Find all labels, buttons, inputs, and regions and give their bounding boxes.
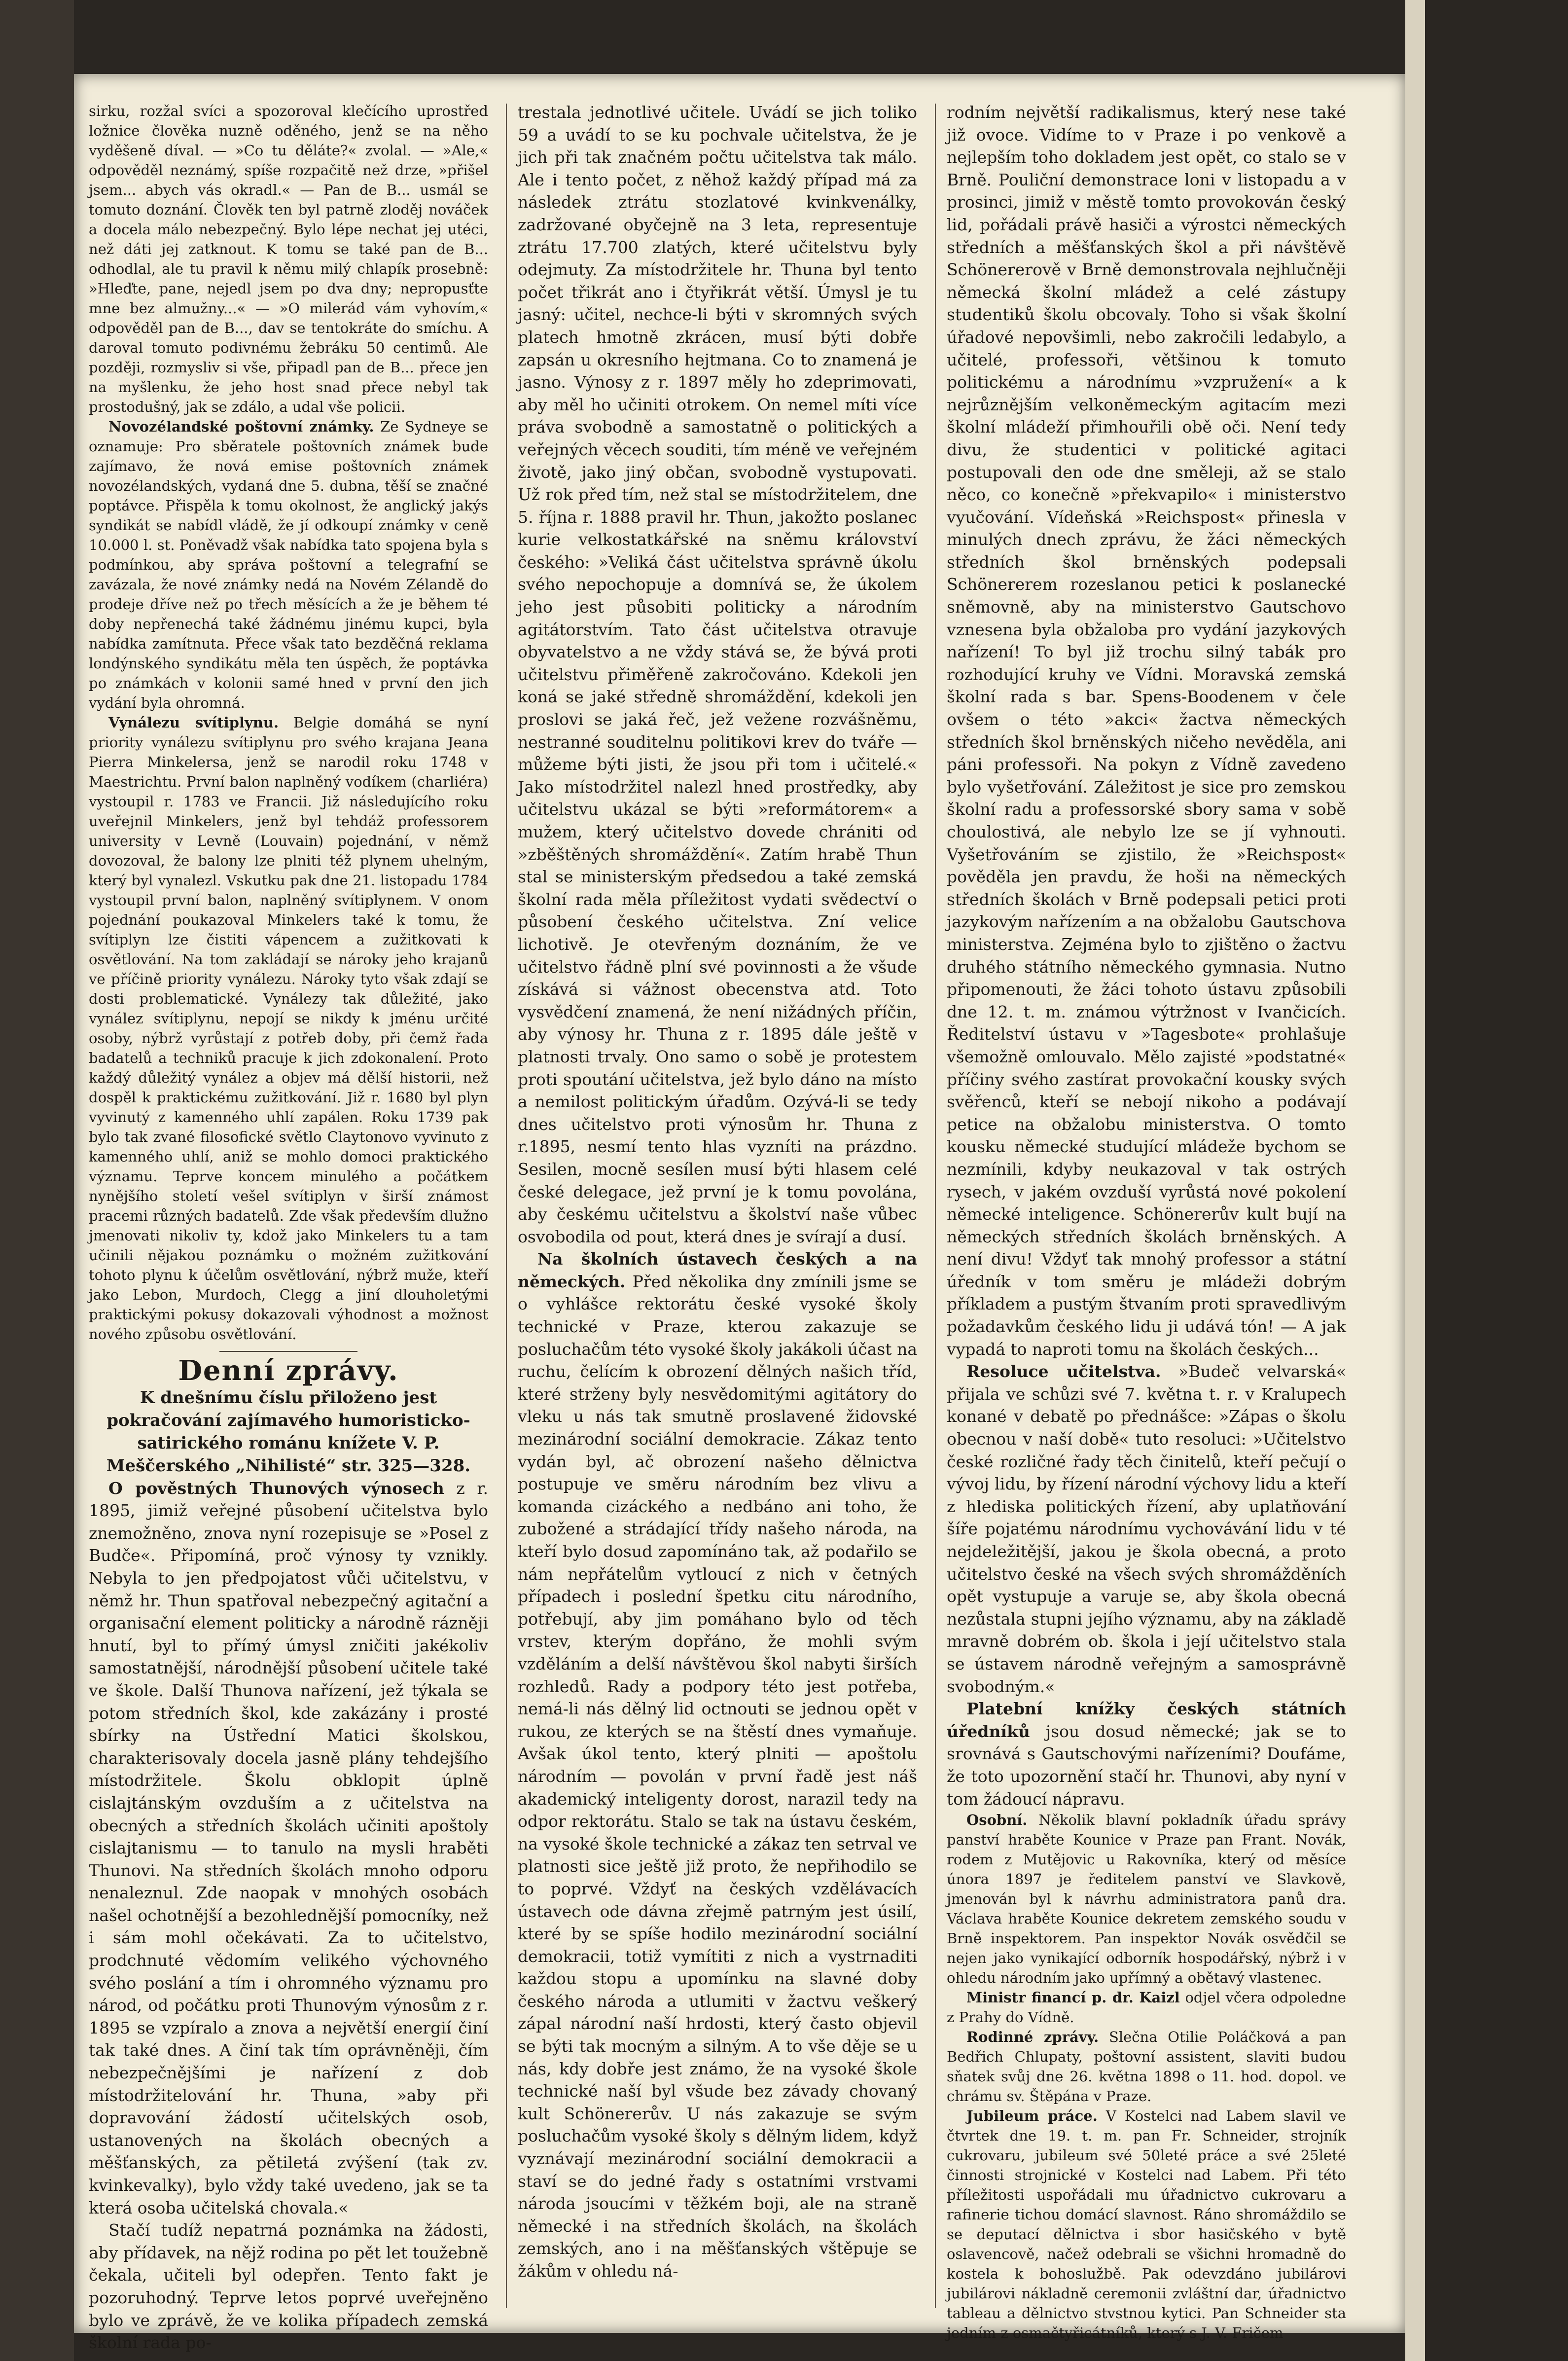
article-heading: Ministr financí p. dr. Kaizl [966,1989,1180,2006]
article-heading: Rodinné zprávy. [966,2029,1099,2046]
article-heading: Vynálezu svítiplynu. [108,714,279,731]
article-heading: Resoluce učitelstva. [966,1362,1161,1381]
article-text [947,2027,1346,2106]
article-text [89,1477,488,2219]
article-text: sirku, rozžal svíci a spozoroval klečícího uprostřed ložnice člověka nuzně oděného, jenž se na něho vyděšeně díval. — »Co tu děláte?« zvolal. — »Ale,« odpověděl neznámý, spíše rozpačitě než drze, »přišel jsem... abych vás okradl.« — Pan de B... usmál se tomuto doznání. Člověk ten byl patrně zloděj nováček a docela málo nebezpečný. Bylo lépe nechat jej utéci, než dáti jej zatknout. K tomu se také pan de B... odhodlal, ale tu pravil k němu milý chlapík prosebně: »Hleďte, pane, nejedl jsem po dva dny; nepropusťte mne bez almužny...« — »O milerád vám vyhovím,« odpověděl pan de B..., dav se tentokráte do smíchu. A daroval tomuto podivnému žebráku 50 centimů. Ale později, rozmysliv si vše, připadl pan de B... přece jen na myšlenku, že jeho host snad přece nebyl tak prostodušný, jak se zdálo, a udal vše policii. [89,103,488,415]
article-text [947,2106,1346,2343]
column-rule [935,104,936,2308]
article-text [947,1698,1346,1810]
article-text: Stačí tudíž nepatrná poznámka na žádosti, aby přídavek, na nějž rodina po pět let toužebně čekala, učiteli byl odepřen. Tento fakt je pozoruhodný. Teprve letos poprvé uveřejněno bylo ve zprávě, že ve kolika případech zemská školní rada po- [89,2220,488,2353]
article-text [947,1988,1346,2027]
column-rule [506,104,507,2308]
section-title: Denní zprávy. [178,1354,399,1387]
article-heading: O pověstných Thunových výnosech [108,1478,444,1498]
article-text [89,417,488,713]
article-body: odjel včera odpoledne z Prahy do Vídně. [947,1989,1347,2026]
left-binding-gutter [0,0,74,2361]
article-body: jsou dosud německé; jak se to srovnává s Gautschovými nařízeními? Doufáme, že toto upozornění stačí hr. Thunovi, aby nyní v tom žádoucí nápravu. [947,1721,1346,1809]
article-text [518,1248,917,2282]
article-text: rodním největší radikalismus, který nese také již ovoce. Vidíme to v Praze i po venkově a nejlepším toho dokladem jest opět, co stalo se v Brně. Pouliční demonstrace loni v listopadu a v prosinci, jimiž v městě tomto provokován český lid, pořádali právě hasiči a výrostci německých středních a měšťanských škol a při návštěvě Schönererově v Brně demonstrovala nejhlučněji německá školní mládež a celé zástupy studentiků školu obcovaly. Toho si však školní úřadové nepovšimli, nebo zakročili ledabylo, a učitelé, professoři, většinou k tomuto politickému a národnímu »vzpružení« a k nejrůznějším velkoněmeckým agitacím mezi školní mládeží přimhouřili obě oči. Není tedy divu, že studentici v politické agitaci postupovali den ode dne směleji, až se stalo něco, co konečně »překvapilo« i ministerstvo vyučování. Vídeňská »Reichspost« přinesla v minulých dnech zprávu, že žáci německých středních škol brněnských podepsali Schönererem rozeslanou petici k poslanecké sněmovně, aby na ministerstvo Gautschovo vznesena byla obžaloba pro vydání jazykových nařízení! To byl již trochu silný tabák pro rozhodující kruhy ve Vídni. Moravská zemská školní rada s bar. Spens-Boodenem v čele ovšem o této »akci« žactva německých středních škol brněnských ničeho nevěděla, ani páni professoři. Na pokyn z Vídně zavedeno bylo vyšetřování. Záležitost je sice pro zemskou školní radu a professorské sbory sama v sobě choulostivá, ale nebylo lze se jí vyhnouti. Vyšetřováním se zjistilo, že »Reichspost« pověděla jen pravdu, že hoši na německých středních školách v Brně podepsali petici proti jazykovým nařízením a na obžalobu Gautschova ministerstva. Zejména bylo to zjištěno o žactvu druhého státního německého gymnasia. Nutno připomenouti, že žáci tohoto ústavu způsobili dne 12. t. m. známou výtržnost v Ivančicích. Ředitelství ústavu v »Tagesbote« prohlašuje všemožně omlouvalo. Mělo zajisté »podstatné« příčiny svého zastírat provokační kousky svých svěřenců, kteří se nebojí nikoho a podávají petice na obžalobu ministerstva. O tomto kousku německé studující mládeže bychom se nezmínili, kdyby neukazoval v tak ostrých rysech, v jakém ovzduší vyrůstá nové pokolení německé inteligence. Schönererův kult bují na německých středních školách brněnských. A není divu! Vždyť tak mnohý professor a státní úředník v tom směru je mládeži dobrým příkladem a pustým štvaním proti spravedlivým požadavkům českého lidu ji udává tón! — A jak vypadá to naproti tomu na školách českých... [947,103,1346,1359]
article-text [947,1360,1346,1698]
article-heading: Jubileum práce. [966,2107,1098,2125]
article-body: Slečna Otilie Poláčková a pan Bedřich Chlupaty, poštovní assistent, slaviti budou sňatek svůj dne 26. května 1898 o 11. hod. dopol. ve chrámu sv. Štěpána v Praze. [947,2029,1346,2105]
article-body: Před několika dny zmínili jsme se o vyhlášce rektorátu české vysoké školy technické v Praze, kterou zakazuje se posluchačům této vysoké školy jakákoli účast na ruchu, čelícím k obrození dělných našich tříd, které strženy byly nesvědomitými agitátory do vleku u nás tak smutně proslavené židovské mezinárodní sociální demokracie. Zákaz tento vydán byl, ač obrození našeho dělnictva postupuje ve směru národním bez vlivu a komanda cizáckého a nedbáno ani toho, že zubožené a strádající třídy našeho národa, na kteří bylo dosud zapomínáno tak, až podařilo se nám nepřátelům vytloucí z nich v četných případech i poslední špetku citu národního, potřebují, aby jim pomáhano bylo od těch vrstev, kterým dopřáno, že mohli svým vzděláním a delší návštěvou škol nabyti širších rozhledů. Rady a podpory této jest potřeba, nemá-li nás dělný lid octnouti se jednou opět v rukou, ze kterých se na štěstí dnes vymaňuje. Avšak úkol tento, který plniti — apoštolu národním — povolán v první řadě jest náš akademický inteligenty dorost, narazil tedy na odpor rektorátu. Stalo se tak na ústavu českém, na vysoké škole technické a zákaz ten setrval ve platnosti sice ještě již proto, že nepřihodilo se to poprvé. Vždyť na českých vzdělávacích ústavech ode dávna zřejmě patrným jest úsilí, které by se spíše hodilo mezinárodní sociální demokracii, totiž vymítiti z nich a vystrnaditi každou stopu a upomínku na slavné doby českého národa a utlumiti v žactvu veškerý zápal národní naší hrdosti, který často objevil se býti tak mocným a silným. A to vše děje se u nás, kdy dobře jest známo, že na vysoké škole technické naší byl všude bez závady chovaný kult Schönererův. U nás zakazuje se svým posluchačům vysoké školy s dělným lidem, když vyznávají mezinárodní sociální demokracii a staví se do jedné řady s ostatními vrstvami národa jsoucími v těžkém boji, ale na straně německé i na středních školách, na školách zemských, ano i na měšťanských vštěpuje se žákům v ohledu ná- [518,1271,917,2281]
column-1 [89,101,488,2354]
article-heading: Na školních ústavech českých a na německých. [518,1249,917,1291]
article-body: V Kostelci nad Labem slavil ve čtvrtek dne 19. t. m. pan Fr. Schneider, strojník cukrovaru, jubileum své 50leté práce a své 25leté činnosti strojnické v Kostelci nad Labem. Při této příležitosti uspořádali mu úřadnictvo cukrovaru a rafinerie tichou domácí slavnost. Ráno shromáždilo se se deputací dělnictva i sbor hasičského v bytě oslavencově, načež odebrali se všichni hromadně do kostela k bohoslužbě. Pak odevzdáno jubilárovi jubilárovi nákladně ceremonii zvláštní dar, úřadnictvo tableau a dělnictvo stvstnou kytici. Pan Schneider sta jedním z osmačtyřicátníků, který s J. V. Fričem [947,2107,1346,2342]
column-3 [947,101,1346,2343]
article-text [89,713,488,1344]
right-page-edge [1405,0,1568,2361]
article-body: Belgie domáhá se nyní priority vynálezu svítiplynu pro svého krajana Jeana Pierra Minkelersa, jenž se narodil roku 1748 v Maestrichtu. První balon naplněný vodíkem (charliéra) vystoupil r. 1783 ve Francii. Již následujícího roku uveřejnil Minkelers, jenž byl tehdáž professorem university v Levně (Louvain) pojednání, v němž dovozoval, že balony lze plniti též plynem uhelným, který byl vynalezl. Vskutku pak dne 21. listopadu 1784 vystoupil první balon, naplněný svítiplynem. V onom pojednání poukazoval Minkelers také k tomu, že svítiplyn lze čistiti vápencem a zužitkovati k osvětlování. Na tom zakládají se nároky jeho krajanů ve příčině priority vynálezu. Nároky tyto však zdají se dosti problematické. Vynálezy tak důležité, jako vynález svítiplynu, nepojí se nikdy k jménu určité osoby, nýbrž vyrůstají z potřeb doby, při čemž řada badatelů a techniků pracuje k jich zdokonalení. Proto každý důležitý vynález a objev má dělší historii, než dospěl k praktickému zužitkování. Již r. 1680 byl plyn vyvinutý z kamenného uhlí zapálen. Roku 1739 pak bylo tak zvané filosofické světlo Claytonovo vyvinuto z kamenného uhlí, aniž se mohlo domoci praktického významu. Teprve koncem minulého a počátkem nynějšího století vešel svítiplyn v širší známost pracemi různých badatelů. Zde však především dlužno jmenovati nikoliv ty, kdož jako Minkelers tu a tam učinili nějakou poznámku o možném zužitkování tohoto plynu k účelům osvětlování, nýbrž muže, kteří jako Lebon, Murdoch, Clegg a jiní dlouholetými praktickými pokusy dokazovali výhodnost a možnost nového způsobu osvětlování. [89,714,489,1343]
article-heading: Novozélandské poštovní známky. [108,418,374,435]
section-divider [219,1351,357,1352]
newspaper-page [74,74,1405,2353]
article-body: Ze Sydneye se oznamuje: Pro sběratele poštovních známek bude zajímavo, že nová emise poštovních známek novozélandských, vydaná dne 5. dubna, těší se značné poptávce. Přispěla k tomu okolnost, že anglický jakýs syndikát se nabídl vládě, že jí odkoupí známky v ceně 10.000 l. st. Poněvadž však nabídka tato spojena byla s podmínkou, aby správa poštovní a telegrafní se zavázala, že nové známky nedá na Novém Zélandě do prodeje dříve než po třech měsících a že je během té doby nepřenechá také žádnému jinému kupci, byla nabídka zamítnuta. Přece však tato bezděčná reklama londýnského syndikátu měla ten úspěch, že poptávka po známkách v kolonii samé hned v první den jich vydání byla ohromná. [89,418,489,711]
column-2 [518,101,917,2283]
article-text: trestala jednotlivé učitele. Uvádí se jich toliko 59 a uvádí to se ku pochvale učitelstva, že je jich při tak značném počtu učitelstva tak málo. Ale i tento počet, z něhož každý případ má za následek ztrátu stozlatové kvinkvenálky, zadržované obyčejně na 3 leta, representuje ztrátu 17.700 zlatých, které učitelstvu byly odejmuty. Za místodržitele hr. Thuna byl tento počet třikrát ano i čtyřikrát větší. Úmysl je tu jasný: učitel, nechce-li býti v skromných svých platech hmotně zkrácen, musí býti dobře zapsán u okresního hejtmana. Co to znamená je jasno. Výnosy z r. 1897 měly ho zdeprimovati, aby měl ho učiniti otrokem. On nemel míti více práva svobodně a samostatně o politických a veřejných věcech souditi, tím méně ve veřejném životě, jako jiný občan, svobodně vystupovati. Už rok před tím, než stal se místodržitelem, dne 5. října r. 1888 pravil hr. Thun, jakožto poslanec kurie velkostatkářské na sněmu království českého: »Veliká část učitelstva správně úkolu svého nepochopuje a domnívá se, že úkolem jeho jest působiti politicky a národním agitátorstvím. Tato část učitelstva otravuje obyvatelstvo a ne vždy stává se, že bývá proti učitelstvu přiměřeně zakročováno. Kdekoli jen koná se jaké středně shromáždění, kdekoli jen proslovi se jaká řeč, jež vežene rozvášněmu, nestranné souditelnu politikovi krev do tváře — můžeme býti jisti, že jsou při tom i učitelé.« Jako místodržitel nalezl hned prostředky, aby učitelstvu ukázal se býti »reformátorem« a mužem, který učitelstvo dovede chrániti od »zběštěných shromáždění«. Zatím hrabě Thun stal se ministerským předsedou a také zemská školní rada měla příležitost vydati svědectví o působení českého učitelstva. Zní velice lichotivě. Je otevřeným doznáním, že ve učitelstvo řádně plní své povinnosti a že všude získává si vážnost obecenstva atd. Toto vysvědčení znamená, že není nižádných příčin, aby výnosy hr. Thuna z r. 1895 dále ještě v platnosti trvaly. Ono samo o sobě je protestem proti spoutání učitelstva, jež bylo dáno na místo a nemilost politickým úřadům. Ozývá-li se tedy dnes učitelstvo proti výnosům hr. Thuna z r.1895, nesmí tento hlas vyzníti na prázdno. Sesilen, mocně sesílen musí býti hlasem celé české delegace, jež první je k tomu povolána, aby českému učitelstvu a školství naše vůbec osvobodila od pout, která dnes je svírají a dusí. [518,103,917,1246]
article-heading: Platební knížky českých státních úředníků [947,1699,1346,1741]
article-text [947,1810,1346,1988]
supplement-notice: K dnešnímu číslu přiloženo jest pokračování zajímavého humoristicko-satirického románu knížete V. P. Meščerského „Nihilisté“ str. 325—328. [106,1387,471,1476]
article-body: »Budeč velvarská« přijala ve schůzi své 7. května t. r. v Kralupech konané v debatě po přednášce: »Zápas o školu obecnou v naší době« tuto resoluci: »Učitelstvo české rozličné řady těch činitelů, kteří pečují o vývoj lidu, by řízení národní výchovy lidu a kteří z hlediska politických řízení, aby uplatňování šíře pojatému národnímu vychovávání lidu v té nejdeležitější, jakou je škola obecná, a proto učitelstvo české na všech svých shromážděních opět vystupuje a varuje se, aby škola obecná nezůstala stupni jejího významu, aby na základě mravně dobrém ob. škola i její učitelstvo stala se ústavem národně veřejným a samosprávně svobodným.« [947,1362,1347,1696]
article-heading: Osobní. [966,1812,1028,1829]
article-body: z r. 1895, jimiž veřejné působení učitelstva bylo znemožněno, znova nyní rozepisuje se »Posel z Budče«. Připomíná, proč výnosy ty vznikly. Nebyla to jen předpojatost vůči učitelstvu, v němž hr. Thun spatřoval nebezpečný agitační a organisační element politicky a národně rázněji hnutí, byl to přímý úmysl zničiti jakékoliv samostatnější, národnější působení učitele také ve škole. Další Thunova nařízení, jež týkala se potom středních škol, kde zakázány i prosté sbírky na Ústřední Matici školskou, charakterisovaly docela jasně plány tehdejšího místodržitele. Školu obklopit úplně cislajtánským ovzduším a z učitelstva na obecných a středních školách učiniti apoštoly cislajtanismu — to tanulo na mysli hraběti Thunovi. Na středních školách mnoho odporu nenaleznul. Zde naopak v mnohých osobách našel ochotnější a bezohlednější pomocníky, než i sám mohl očekávati. Za to učitelstvo, prodchnuté vědomím velikého výchovného svého poslání a tím i ohromného významu pro národ, od počátku proti Thunovým výnosům z r. 1895 se vzpíralo a znova a největší energií činí tak také dnes. A činí tak tím oprávněněji, čím nebezpečnějšími je nařízení z dob místodržitelování hr. Thuna, »aby při dopravování žádostí učitelských osob, ustanovených na školách obecných a měšťanských, za pětiletá zvýšení (tak zv. kvinkevalky), bylo vždy také uvedeno, jak se ta která osoba učitelská chovala.« [89,1478,488,2217]
article-body: Několik blavní pokladník úřadu správy panství hraběte Kounice v Praze pan Frant. Novák, rodem z Mutějovic u Rakovníka, který od měsíce února 1897 je ředitelem panství ve Slavkově, jmenován byl k návrhu administratora panů dra. Václava hraběte Kounice dekretem zemského soudu v Brně inspektorem. Pan inspektor Novák osvědčil se nejen jako vynikající odborník hospodářský, nýbrž i v ohledu národním jako upřímný a obětavý vlastenec. [947,1812,1346,1987]
